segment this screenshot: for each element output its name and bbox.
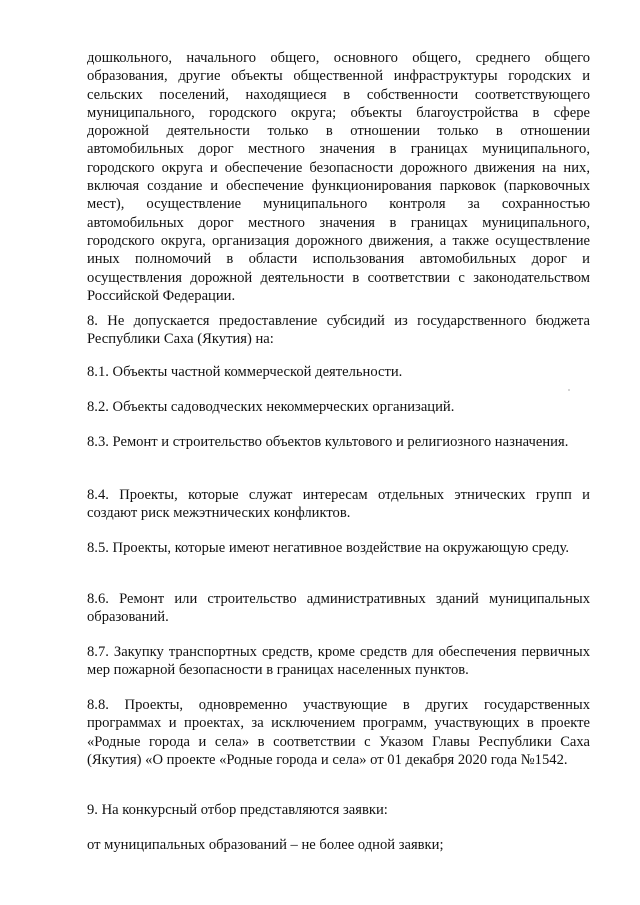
paragraph-8: 8. Не допускается предоставление субсидий из государственного бюджета Республики Саха (Якутия) на: <box>87 313 590 348</box>
scan-dot <box>568 389 570 391</box>
paragraph-8-3: 8.3. Ремонт и строительство объектов культового и религиозного назначения. <box>87 434 569 450</box>
paragraph-8-6: 8.6. Ремонт или строительство административных зданий муниципальных образований. <box>87 591 590 626</box>
paragraph-8-7: 8.7. Закупку транспортных средств, кроме средств для обеспечения первичных мер пожарной безопасности в границах населенных пунктов. <box>87 644 590 679</box>
continuation-paragraph: дошкольного, начального общего, основного общего, среднего общего образования, другие объекты общественной инфраструктуры городских и сельских поселений, находящиеся в собственности соответствующего муниципального, городского округа; объекты благоустройства в сфере дорожной деятельности только в отношении только в отношении автомобильных дорог местного значения в границах муниципального, городского округа и обеспечение безопасности дорожного движения на них, включая создание и обеспечение функционирования парковок (парковочных мест), осуществление муниципального контроля за сохранностью автомобильных дорог местного значения в границах муниципального, городского округа, организация дорожного движения, а также осуществление иных полномочий в области использования автомобильных дорог и осуществления дорожной деятельности в соответствии с законодательством Российской Федерации. <box>87 50 590 304</box>
paragraph-9: 9. На конкурсный отбор представляются заявки: <box>87 802 388 818</box>
paragraph-8-5: 8.5. Проекты, которые имеют негативное воздействие на окружающую среду. <box>87 540 570 556</box>
paragraph-9-municipal: от муниципальных образований – не более одной заявки; <box>87 837 444 853</box>
paragraph-8-4: 8.4. Проекты, которые служат интересам отдельных этнических групп и создают риск межэтнических конфликтов. <box>87 487 590 522</box>
paragraph-8-2: 8.2. Объекты садоводческих некоммерческих организаций. <box>87 399 455 415</box>
paragraph-8-1: 8.1. Объекты частной коммерческой деятельности. <box>87 364 403 380</box>
paragraph-8-8: 8.8. Проекты, одновременно участвующие в других государственных программах и проектах, за исключением программ, участвующих в проекте «Родные города и села» в соответствии с Указом Главы Республики Саха (Якутия) «О проекте «Родные города и села» от 01 декабря 2020 года №1542. <box>87 697 590 768</box>
